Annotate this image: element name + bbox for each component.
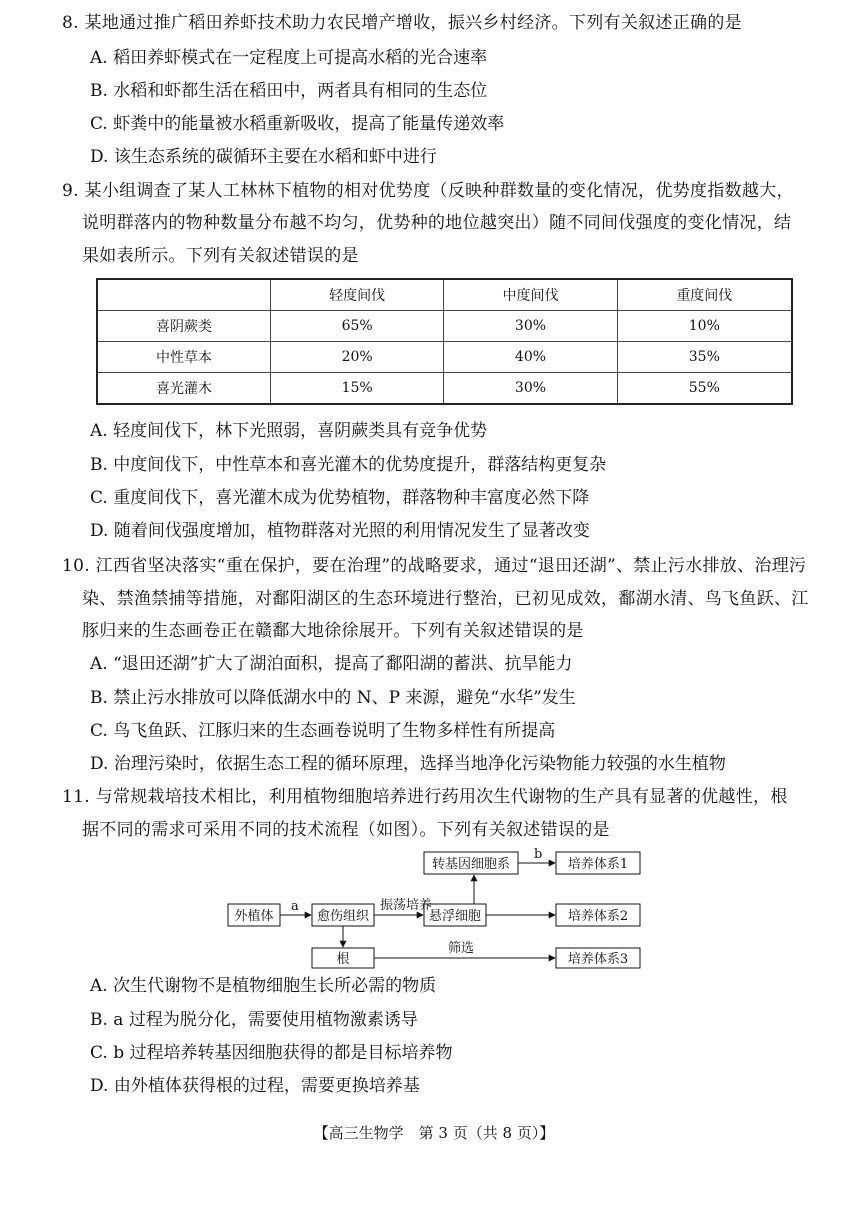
q9-stem-line-2: 说明群落内的物种数量分布越不均匀，优势种的地位越突出）随不同间伐强度的变化情况，结 (82, 213, 792, 233)
table-cell: 35% (617, 342, 792, 373)
table-cell: 30% (444, 311, 617, 342)
q9-stem-line-3: 果如表所示。下列有关叙述错误的是 (82, 246, 359, 266)
table-header-cell: 重度间伐 (617, 279, 792, 311)
table-header-cell: 中度间伐 (444, 279, 617, 311)
q10-stem-line-3: 豚归来的生态画卷正在赣鄱大地徐徐展开。下列有关叙述错误的是 (82, 621, 584, 641)
q10-stem-line-2: 染、禁渔禁捕等措施，对鄱阳湖区的生态环境进行整治，已初见成效，鄱湖水清、鸟飞鱼跃、江 (82, 589, 809, 609)
q11-option-b: B. a 过程为脱分化，需要使用植物激素诱导 (90, 1010, 418, 1030)
table-row (97, 311, 792, 342)
table-cell: 65% (271, 311, 444, 342)
table-cell: 55% (617, 373, 792, 405)
culture3-label: 培养体系3 (567, 952, 629, 967)
table-row (97, 373, 792, 405)
q9-option-c: C. 重度间伐下，喜光灌木成为优势植物，群落物种丰富度必然下降 (90, 488, 590, 508)
process-b-label: b (534, 847, 543, 862)
q9-option-a: A. 轻度间伐下，林下光照弱，喜阴蕨类具有竞争优势 (90, 421, 488, 441)
suspension-label: 悬浮细胞 (428, 909, 482, 924)
page-footer: 【高三生物学 第 3 页（共 8 页）】 (313, 1124, 555, 1142)
shake-culture-label: 振荡培养 (380, 898, 433, 913)
table-cell: 20% (271, 342, 444, 373)
q10-option-d: D. 治理污染时，依据生态工程的循环原理，选择当地净化污染物能力较强的水生植物 (90, 754, 726, 774)
q8-option-b: B. 水稻和虾都生活在稻田中，两者具有相同的生态位 (90, 81, 488, 101)
table-row (97, 342, 792, 373)
table-header-row (97, 279, 792, 311)
q8-option-a: A. 稻田养虾模式在一定程度上可提高水稻的光合速率 (90, 48, 488, 68)
table-header-cell (97, 279, 271, 311)
screen-label: 筛选 (448, 941, 475, 956)
q9-option-d: D. 随着间伐强度增加，植物群落对光照的利用情况发生了显著改变 (90, 521, 590, 541)
table-cell: 40% (444, 342, 617, 373)
root-label: 根 (336, 952, 350, 967)
q11-stem-line-1: 11. 与常规栽培技术相比，利用植物细胞培养进行药用次生代谢物的生产具有显著的优越性，根 (62, 787, 788, 807)
table-header-cell: 轻度间伐 (271, 279, 444, 311)
table-cell: 喜阴蕨类 (97, 311, 271, 342)
q9-option-b: B. 中度间伐下，中性草本和喜光灌木的优势度提升，群落结构更复杂 (90, 455, 607, 475)
q8-option-c: C. 虾粪中的能量被水稻重新吸收，提高了能量传递效率 (90, 114, 505, 134)
table-cell: 10% (617, 311, 792, 342)
q11-option-d: D. 由外植体获得根的过程，需要更换培养基 (90, 1076, 420, 1096)
culture1-label: 培养体系1 (567, 857, 629, 872)
table-cell: 喜光灌木 (97, 373, 271, 405)
table-cell: 30% (444, 373, 617, 405)
q11-option-c: C. b 过程培养转基因细胞获得的都是目标培养物 (90, 1043, 453, 1063)
q8-option-d: D. 该生态系统的碳循环主要在水稻和虾中进行 (90, 147, 437, 167)
q9-stem-line-1: 9. 某小组调查了某人工林林下植物的相对优势度（反映种群数量的变化情况，优势度指数越大， (62, 181, 794, 201)
q11-option-a: A. 次生代谢物不是植物细胞生长所必需的物质 (90, 976, 437, 996)
q11-stem-line-2: 据不同的需求可采用不同的技术流程（如图）。下列有关叙述错误的是 (82, 820, 610, 840)
q10-option-a: A. “退田还湖”扩大了湖泊面积，提高了鄱阳湖的蓄洪、抗旱能力 (90, 654, 573, 674)
explant-label: 外植体 (234, 909, 274, 924)
q10-stem-line-1: 10. 江西省坚决落实“重在保护，要在治理”的战略要求，通过“退田还湖”、禁止污水排放、治理污 (62, 556, 807, 576)
transgenic-label: 转基因细胞系 (431, 857, 511, 872)
q11-process-flow-diagram (222, 846, 652, 972)
q8-stem: 8. 某地通过推广稻田养虾技术助力农民增产增收，振兴乡村经济。下列有关叙述正确的是 (62, 13, 742, 33)
process-a-label: a (291, 899, 299, 914)
q9-data-table (96, 278, 793, 405)
table-cell: 中性草本 (97, 342, 271, 373)
q10-option-c: C. 鸟飞鱼跃、江豚归来的生态画卷说明了生物多样性有所提高 (90, 721, 556, 741)
culture2-label: 培养体系2 (567, 909, 629, 924)
callus-label: 愈伤组织 (316, 909, 370, 924)
table-cell: 15% (271, 373, 444, 405)
q10-option-b: B. 禁止污水排放可以降低湖水中的 N、P 来源，避免“水华”发生 (90, 688, 576, 708)
